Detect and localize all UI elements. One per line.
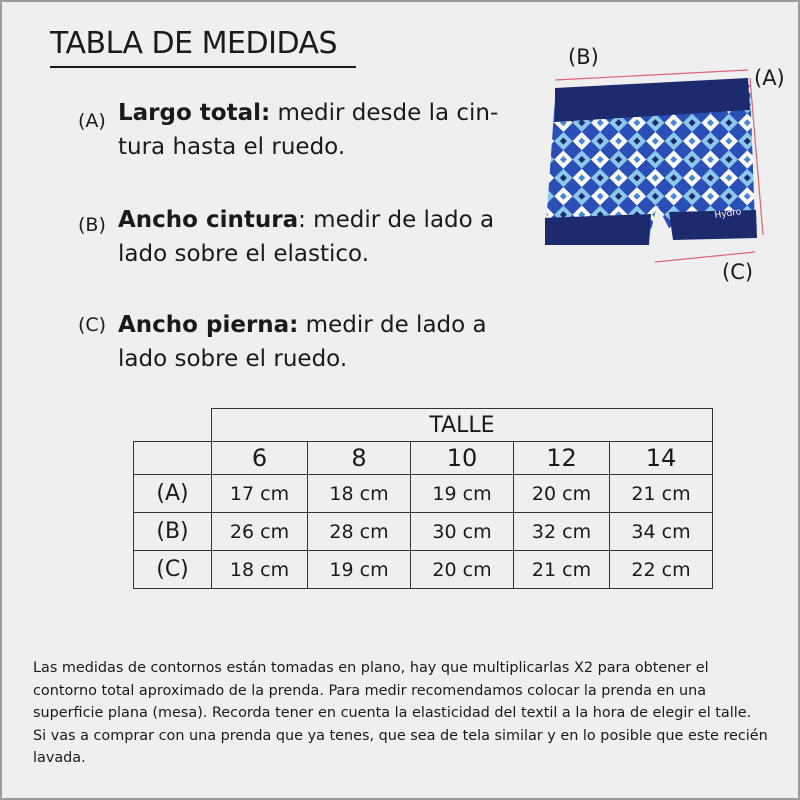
definition-letter: (B) <box>78 214 106 236</box>
definition-text <box>118 203 518 271</box>
title-underline <box>50 66 356 68</box>
definition-term: Largo total: <box>118 100 271 126</box>
definition-letter: (C) <box>78 314 107 336</box>
size-header: 10 <box>411 442 514 475</box>
brand-mark: Hydro <box>714 207 742 221</box>
right-leg-band <box>669 210 757 240</box>
size-header: 6 <box>212 442 308 475</box>
table-cell: 28 cm <box>308 513 411 551</box>
size-header: 14 <box>610 442 713 475</box>
definition-letter: (A) <box>78 110 106 132</box>
row-label: (B) <box>134 513 212 551</box>
table-cell: 30 cm <box>411 513 514 551</box>
measurement-note: Las medidas de contornos están tomadas en plano, hay que multiplicarlas X2 para obtener el contorno total aproximado de la prenda. Para medir recomendamos colocar la prenda en una superficie plana (mesa). Recorda tener en cuenta la elasticidad del textil a la hora de elegir el talle. Si vas a comprar con una prenda que ya tenes, que sea de tela similar y en lo posible que este recién lavada. <box>33 660 768 766</box>
definition-desc: : medir de lado a lado sobre el elastico. <box>118 207 495 267</box>
definition-desc: medir desde la cin-tura hasta el ruedo. <box>118 100 499 160</box>
table-cell: 18 cm <box>308 475 411 513</box>
table-cell: 17 cm <box>212 475 308 513</box>
table-row <box>134 513 713 551</box>
table-row <box>134 475 713 513</box>
definition-text <box>118 308 518 376</box>
dimension-label-b: (B) <box>568 45 599 69</box>
definition-desc: medir de lado a lado sobre el ruedo. <box>118 312 487 372</box>
table-cell: 18 cm <box>212 551 308 589</box>
dimension-label-c: (C) <box>722 260 754 284</box>
table-header-talle: TALLE <box>212 409 713 442</box>
table-cell: 22 cm <box>610 551 713 589</box>
definition-term: Ancho cintura <box>118 207 299 233</box>
row-label: (C) <box>134 551 212 589</box>
left-leg-band <box>545 214 651 245</box>
size-header: 8 <box>308 442 411 475</box>
table-cell: 20 cm <box>514 475 610 513</box>
definition-term: Ancho pierna: <box>118 312 299 338</box>
measure-line-b <box>555 70 748 80</box>
dimension-label-a: (A) <box>754 66 785 90</box>
size-header: 12 <box>514 442 610 475</box>
table-cell: 34 cm <box>610 513 713 551</box>
table-cell: 20 cm <box>411 551 514 589</box>
table-corner-cell <box>134 442 212 475</box>
table-corner-blank <box>134 409 212 442</box>
size-table <box>133 408 713 589</box>
page-title: TABLA DE MEDIDAS <box>50 26 338 61</box>
table-cell: 32 cm <box>514 513 610 551</box>
row-label: (A) <box>134 475 212 513</box>
table-row <box>134 551 713 589</box>
table-cell: 19 cm <box>308 551 411 589</box>
table-cell: 21 cm <box>514 551 610 589</box>
table-cell: 21 cm <box>610 475 713 513</box>
table-cell: 26 cm <box>212 513 308 551</box>
definition-text <box>118 96 518 164</box>
table-cell: 19 cm <box>411 475 514 513</box>
